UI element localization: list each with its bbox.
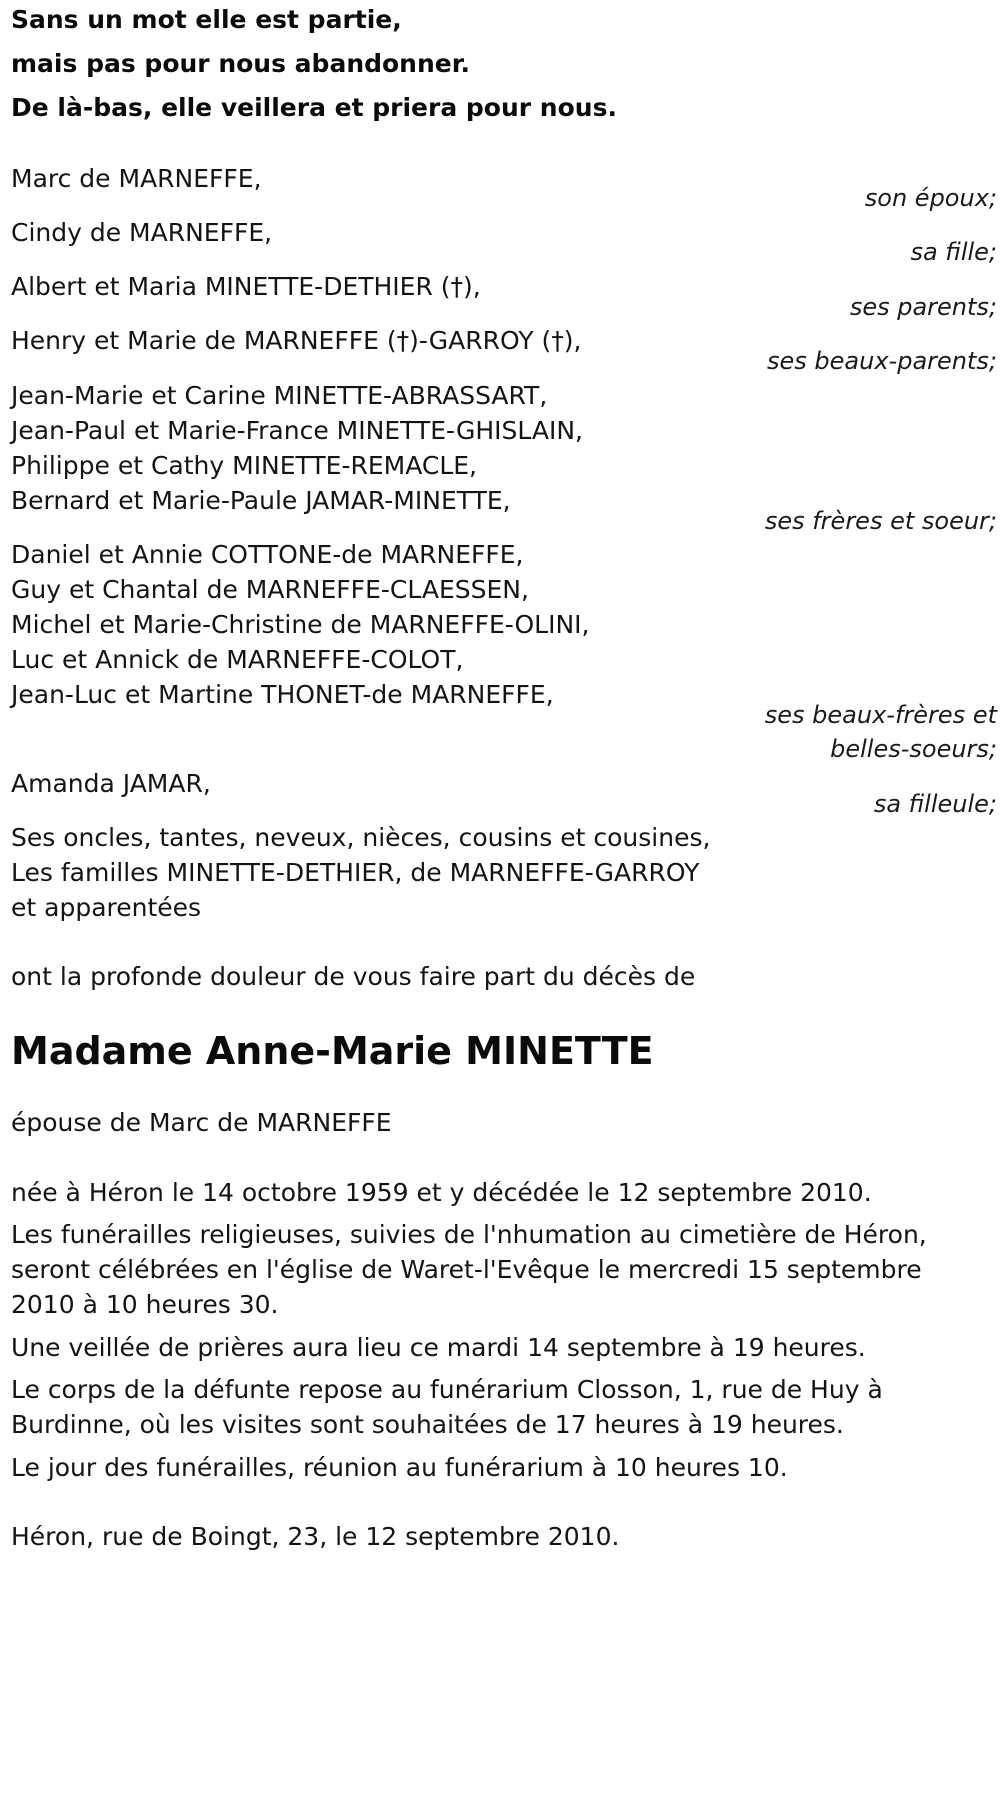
relation-spouse: son époux;: [864, 184, 997, 212]
relation-parents-in-law: ses beaux-parents;: [767, 347, 997, 375]
family-goddaughter: Amanda JAMAR,: [11, 769, 211, 798]
relation-siblings-in-law-2: belles-soeurs;: [830, 735, 997, 763]
rest-line: Burdinne, où les visites sont souhaitées de 17 heures à 19 heures.: [11, 1410, 844, 1439]
funeral-line: 2010 à 10 heures 30.: [11, 1290, 279, 1319]
deceased-name: Madame Anne-Marie MINETTE: [11, 1029, 654, 1073]
family-parents: Albert et Maria MINETTE-DETHIER (†),: [11, 272, 481, 301]
verse-line-1: Sans un mot elle est partie,: [11, 5, 402, 34]
relation-goddaughter: sa filleule;: [873, 790, 997, 818]
family-parents-in-law: Henry et Marie de MARNEFFE (†)-GARROY (†),: [11, 326, 582, 355]
relation-parents: ses parents;: [849, 293, 997, 321]
family-sibling-in-law: Jean-Luc et Martine THONET-de MARNEFFE,: [11, 680, 554, 709]
family-sibling: Jean-Marie et Carine MINETTE-ABRASSART,: [11, 381, 548, 410]
verse-line-3: De là-bas, elle veillera et priera pour nous.: [11, 93, 617, 122]
family-others: Les familles MINETTE-DETHIER, de MARNEFFE-GARROY: [11, 858, 700, 887]
family-sibling: Jean-Paul et Marie-France MINETTE-GHISLAIN,: [11, 416, 583, 445]
funeral-line: Les funérailles religieuses, suivies de l'nhumation au cimetière de Héron,: [11, 1220, 927, 1249]
verse-line-2: mais pas pour nous abandonner.: [11, 49, 470, 78]
family-others: Ses oncles, tantes, neveux, nièces, cousins et cousines,: [11, 823, 711, 852]
relation-daughter: sa fille;: [910, 238, 997, 266]
family-sibling: Philippe et Cathy MINETTE-REMACLE,: [11, 451, 478, 480]
relation-siblings: ses frères et soeur;: [764, 507, 997, 535]
meeting-line: Le jour des funérailles, réunion au funérarium à 10 heures 10.: [11, 1453, 788, 1482]
vigil-line: Une veillée de prières aura lieu ce mardi 14 septembre à 19 heures.: [11, 1333, 866, 1362]
address-line: Héron, rue de Boingt, 23, le 12 septembre 2010.: [11, 1522, 620, 1551]
family-sibling-in-law: Luc et Annick de MARNEFFE-COLOT,: [11, 645, 464, 674]
family-spouse: Marc de MARNEFFE,: [11, 164, 262, 193]
relation-siblings-in-law-1: ses beaux-frères et: [764, 701, 997, 729]
family-sibling-in-law: Daniel et Annie COTTONE-de MARNEFFE,: [11, 540, 524, 569]
family-others: et apparentées: [11, 893, 202, 922]
rest-line: Le corps de la défunte repose au funérarium Closson, 1, rue de Huy à: [11, 1375, 883, 1404]
family-daughter: Cindy de MARNEFFE,: [11, 218, 273, 247]
announcement-text: ont la profonde douleur de vous faire part du décès de: [11, 962, 696, 991]
family-sibling: Bernard et Marie-Paule JAMAR-MINETTE,: [11, 486, 511, 515]
birth-death-line: née à Héron le 14 octobre 1959 et y décédée le 12 septembre 2010.: [11, 1178, 872, 1207]
funeral-line: seront célébrées en l'église de Waret-l'Evêque le mercredi 15 septembre: [11, 1255, 922, 1284]
spouse-line: épouse de Marc de MARNEFFE: [11, 1108, 392, 1137]
family-sibling-in-law: Guy et Chantal de MARNEFFE-CLAESSEN,: [11, 575, 529, 604]
family-sibling-in-law: Michel et Marie-Christine de MARNEFFE-OLINI,: [11, 610, 590, 639]
